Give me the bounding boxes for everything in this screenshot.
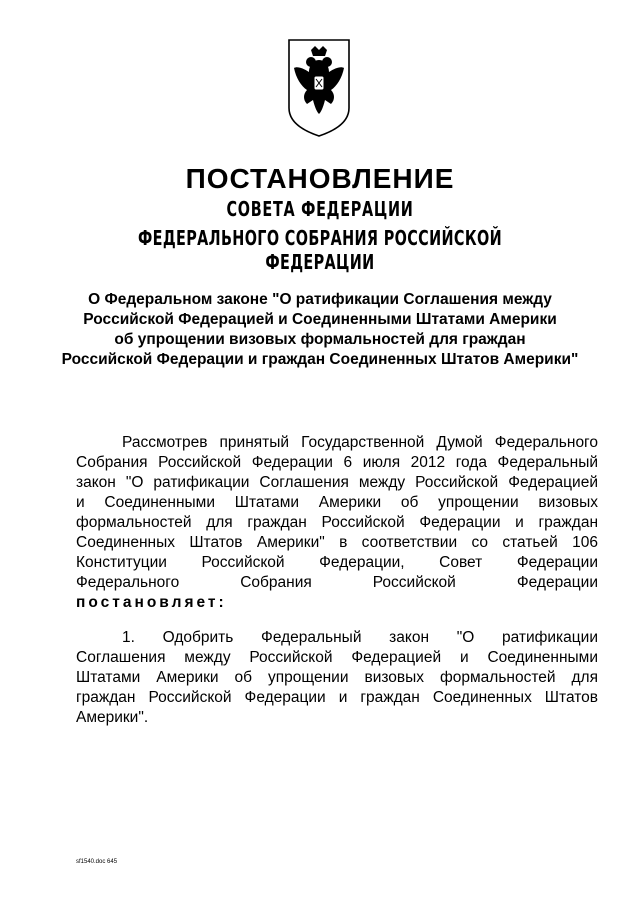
- law-heading: [30, 290, 610, 370]
- double-headed-eagle-icon: [287, 38, 351, 138]
- paragraph-line: Рассмотрев принятый Государственной Думой Федерального: [122, 434, 598, 451]
- paragraph-line: Штатами Америки об упрощении визовых формальностей для: [76, 669, 598, 686]
- heading-line: О Федеральном законе "О ратификации Соглашения между: [88, 291, 552, 308]
- paragraph-line: формальностей для граждан Российской Федерации и граждан: [76, 514, 598, 531]
- resolves-word: постановляет:: [76, 594, 227, 611]
- paragraph-line: Соединенных Штатов Америки" в соответствии со статьей 106: [76, 534, 598, 551]
- paragraph-line: Соглашения между Российской Федерацией и Соединенными: [76, 649, 598, 666]
- document-reference: sf1540.doc 645: [76, 859, 118, 865]
- heading-line: Российской Федерацией и Соединенными Штатами Америки: [83, 311, 557, 328]
- paragraph-line: закон "О ратификации Соглашения между Российской Федерацией: [76, 474, 598, 491]
- paragraph-line: Федерального Собрания Российской Федерации: [76, 574, 598, 591]
- document-title: ПОСТАНОВЛЕНИЕ: [185, 163, 455, 194]
- emblem: [287, 38, 351, 138]
- preamble-paragraph: [76, 433, 598, 613]
- heading-line: об упрощении визовых формальностей для граждан: [114, 331, 526, 348]
- paragraph-line: Америки".: [76, 709, 149, 726]
- paragraph-line: Конституции Российской Федерации, Совет Федерации: [76, 554, 598, 571]
- heading-line: Российской Федерации и граждан Соединенных Штатов Америки": [61, 351, 579, 368]
- subtitle-assembly: ФЕДЕРАЛЬНОГО СОБРАНИЯ РОССИЙСКОЙ ФЕДЕРАЦИИ: [137, 226, 503, 274]
- paragraph-line: граждан Российской Федерации и граждан Соединенных Штатов: [76, 689, 598, 706]
- subtitle-council: СОВЕТА ФЕДЕРАЦИИ: [226, 197, 414, 221]
- paragraph-line: и Соединенными Штатами Америки об упрощении визовых: [76, 494, 598, 511]
- paragraph-line: 1. Одобрить Федеральный закон "О ратификации: [122, 629, 598, 646]
- resolution-item-1: [76, 628, 598, 728]
- paragraph-line: Собрания Российской Федерации 6 июля 2012 года Федеральный: [76, 454, 598, 471]
